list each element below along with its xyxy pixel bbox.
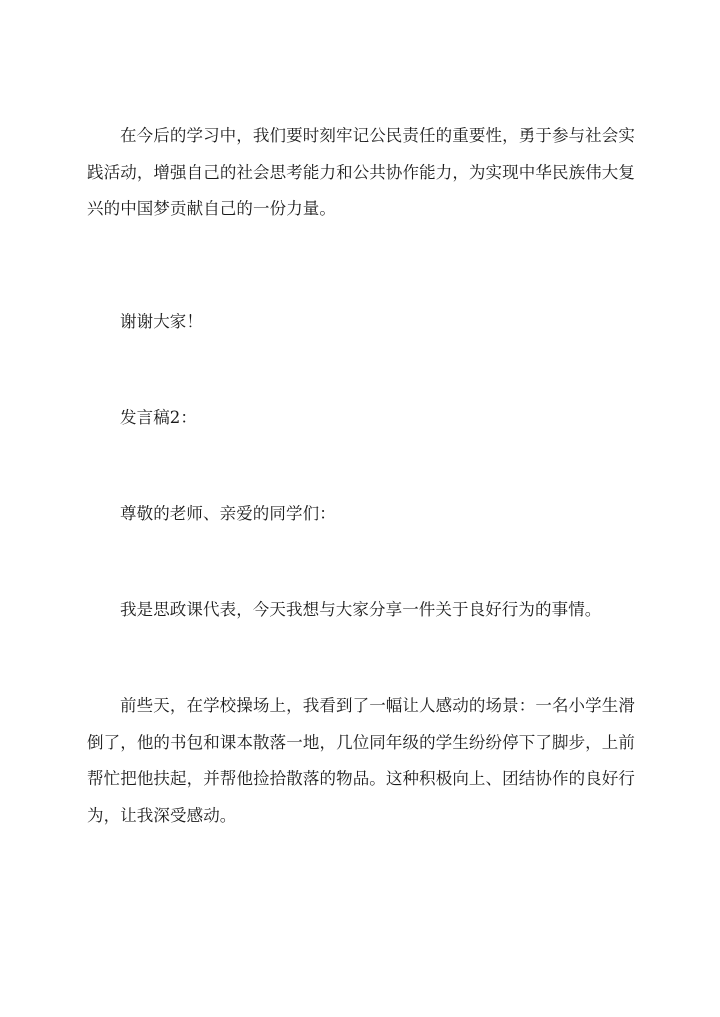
speech-heading-2: 发言稿2： [120, 408, 197, 427]
paragraph-thanks: 谢谢大家！ [120, 312, 203, 331]
paragraph-introduction: 我是思政课代表，今天我想与大家分享一件关于良好行为的事情。 [120, 600, 602, 619]
salutation: 尊敬的老师、亲爱的同学们： [120, 504, 336, 523]
paragraph-story: 前些天，在学校操场上，我看到了一幅让人感动的场景：一名小学生滑倒了，他的书包和课本散落一地，几位同年级的学生纷纷停下了脚步，上前帮忙把他扶起，并帮他捡拾散落的物品。这种积极向上、团结协作的良好行为，让我深受感动。 [87, 696, 635, 825]
paragraph-civic-responsibility: 在今后的学习中，我们要时刻牢记公民责任的重要性，勇于参与社会实践活动，增强自己的社会思考能力和公共协作能力，为实现中华民族伟大复兴的中国梦贡献自己的一份力量。 [87, 126, 635, 219]
